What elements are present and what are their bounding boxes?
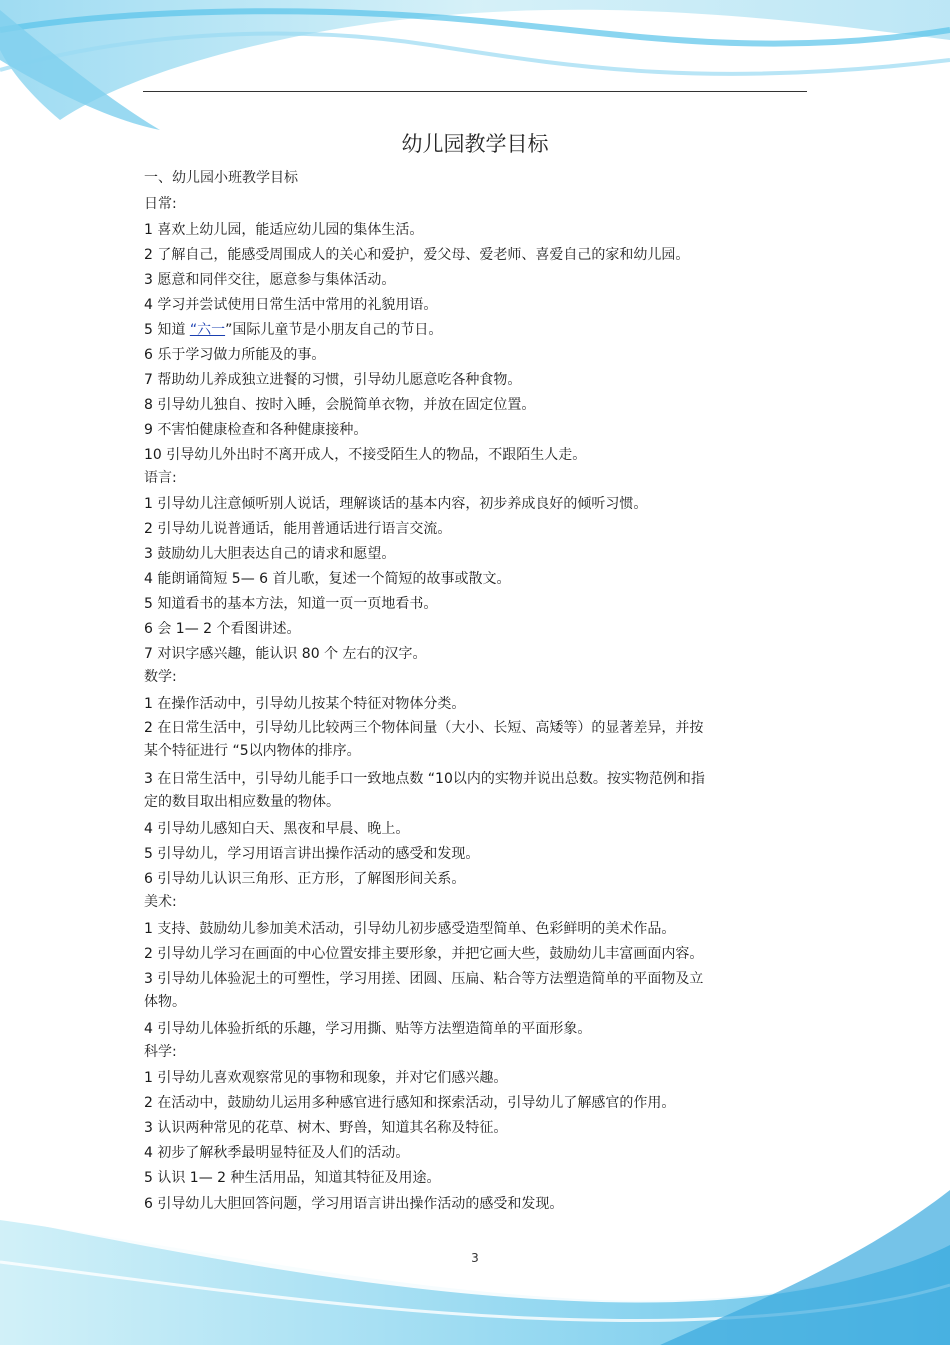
category-heading-art: 美术: [144,894,177,910]
header-rule [143,91,807,92]
list-item: 2 在活动中，鼓励幼儿运用多种感官进行感知和探索活动，引导幼儿了解感官的作用。 [144,1095,676,1111]
list-item: 4 初步了解秋季最明显特征及人们的活动。 [144,1145,410,1161]
list-item: 6 引导幼儿认识三角形、正方形，了解图形间关系。 [144,871,466,887]
list-item: 6 会 1— 2 个看图讲述。 [144,621,301,637]
section-heading: 一、幼儿园小班教学目标 [144,170,298,186]
list-item: 7 对识字感兴趣，能认识 80 个 左右的汉字。 [144,646,427,662]
list-item-continuation: 某个特征进行 “5以内物体的排序。 [144,743,361,759]
list-item: 3 鼓励幼儿大胆表达自己的请求和愿望。 [144,546,396,562]
list-item: 4 引导幼儿体验折纸的乐趣，学习用撕、贴等方法塑造简单的平面形象。 [144,1021,592,1037]
category-heading-language: 语言: [144,470,177,486]
list-item: 1 引导幼儿喜欢观察常见的事物和现象，并对它们感兴趣。 [144,1070,508,1086]
list-item: 6 乐于学习做力所能及的事。 [144,347,326,363]
list-item: 5 知道看书的基本方法，知道一页一页地看书。 [144,596,438,612]
list-item: 3 愿意和同伴交往，愿意参与集体活动。 [144,272,396,288]
list-item: 5 引导幼儿，学习用语言讲出操作活动的感受和发现。 [144,846,480,862]
list-item: 10 引导幼儿外出时不离开成人，不接受陌生人的物品，不跟陌生人走。 [144,447,587,463]
category-heading-science: 科学: [144,1044,177,1060]
list-item-with-link[interactable]: 5 知道 “六一”国际儿童节是小朋友自己的节日。 [144,322,443,338]
list-item-continuation: 定的数目取出相应数量的物体。 [144,794,340,810]
list-item: 6 引导幼儿大胆回答问题，学习用语言讲出操作活动的感受和发现。 [144,1196,564,1212]
list-item: 3 认识两种常见的花草、树木、野兽，知道其名称及特征。 [144,1120,508,1136]
list-item: 1 支持、鼓励幼儿参加美术活动，引导幼儿初步感受造型简单、色彩鲜明的美术作品。 [144,921,676,937]
page-number: 3 [471,1251,479,1265]
list-item: 2 在日常生活中，引导幼儿比较两三个物体间量（大小、长短、高矮等）的显著差异，并按 [144,720,704,736]
list-item: 2 引导幼儿学习在画面的中心位置安排主要形象，并把它画大些，鼓励幼儿丰富画面内容。 [144,946,704,962]
list-item: 7 帮助幼儿养成独立进餐的习惯，引导幼儿愿意吃各种食物。 [144,372,522,388]
list-item: 8 引导幼儿独自、按时入睡，会脱简单衣物，并放在固定位置。 [144,397,536,413]
document-title: 幼儿园教学目标 [401,132,549,156]
holiday-link[interactable]: “六一 [189,322,226,338]
category-heading-daily: 日常: [144,196,177,212]
list-item: 1 在操作活动中，引导幼儿按某个特征对物体分类。 [144,696,466,712]
list-item: 1 喜欢上幼儿园，能适应幼儿园的集体生活。 [144,222,424,238]
list-item: 2 了解自己，能感受周围成人的关心和爱护，爱父母、爱老师、喜爱自己的家和幼儿园。 [144,247,690,263]
list-item: 5 认识 1— 2 种生活用品，知道其特征及用途。 [144,1170,441,1186]
list-item: 1 引导幼儿注意倾听别人说话，理解谈话的基本内容，初步养成良好的倾听习惯。 [144,496,648,512]
list-item: 4 学习并尝试使用日常生活中常用的礼貌用语。 [144,297,438,313]
list-item: 9 不害怕健康检查和各种健康接种。 [144,422,368,438]
list-item: 3 引导幼儿体验泥土的可塑性，学习用搓、团圆、压扁、粘合等方法塑造简单的平面物及立 [144,971,704,987]
list-item: 2 引导幼儿说普通话，能用普通话进行语言交流。 [144,521,452,537]
list-item: 4 引导幼儿感知白天、黑夜和早晨、晚上。 [144,821,410,837]
list-item: 3 在日常生活中，引导幼儿能手口一致地点数 “10以内的实物并说出总数。按实物范例和指 [144,771,705,787]
category-heading-math: 数学: [144,669,177,685]
list-item: 4 能朗诵简短 5— 6 首儿歌，复述一个简短的故事或散文。 [144,571,511,587]
list-item-continuation: 体物。 [144,994,186,1010]
